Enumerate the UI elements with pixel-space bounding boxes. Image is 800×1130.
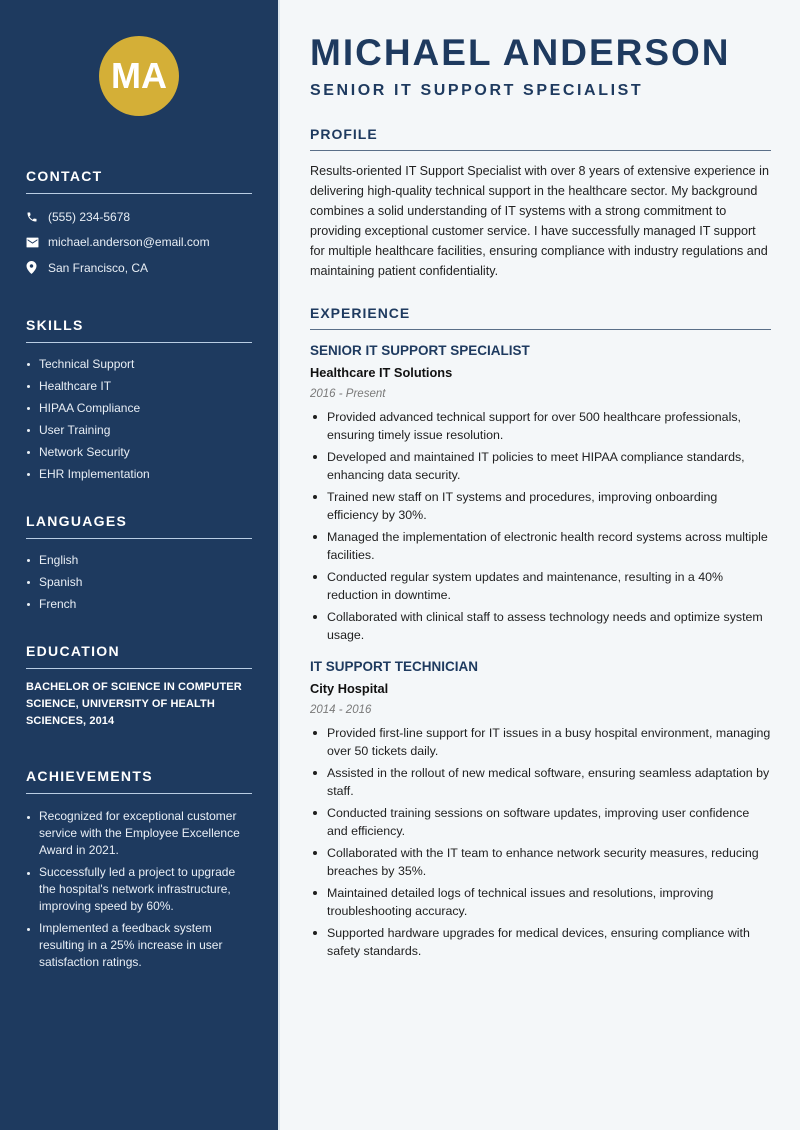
education-entry: BACHELOR OF SCIENCE IN COMPUTER SCIENCE, UNIVERSITY OF HEALTH SCIENCES, 2014 <box>26 680 242 727</box>
job-bullets <box>310 408 771 644</box>
skill-item: Healthcare IT <box>26 375 252 397</box>
email-text[interactable]: michael.anderson@email.com <box>48 235 210 250</box>
language-item: French <box>26 593 252 615</box>
skill-item: HIPAA Compliance <box>26 397 252 419</box>
job-entry <box>310 656 771 960</box>
avatar: MA <box>99 36 179 116</box>
job-company: Healthcare IT Solutions <box>310 365 453 380</box>
profile-section <box>310 126 771 281</box>
languages-section <box>26 513 252 615</box>
achievement-item: Successfully led a project to upgrade the hospital's network infrastructure, improving speed by 60%. <box>26 864 252 915</box>
job-bullet: Supported hardware upgrades for medical devices, ensuring compliance with safety standards. <box>310 924 771 960</box>
skill-item: Network Security <box>26 441 252 463</box>
languages-list <box>26 549 252 615</box>
sidebar <box>0 0 280 1130</box>
candidate-headline: SENIOR IT SUPPORT SPECIALIST <box>310 82 644 99</box>
job-bullet: Conducted regular system updates and maintenance, resulting in a 40% reduction in downtime. <box>310 568 771 604</box>
languages-title: LANGUAGES <box>26 513 252 539</box>
job-dates: 2016 - Present <box>310 388 386 400</box>
location-text: San Francisco, CA <box>48 260 149 275</box>
job-entry <box>310 340 771 644</box>
main-content <box>280 0 800 1130</box>
job-bullet: Conducted training sessions on software updates, improving user confidence and efficiency. <box>310 804 771 840</box>
experience-section <box>310 305 771 960</box>
contact-section <box>26 168 252 281</box>
job-bullet: Trained new staff on IT systems and procedures, improving onboarding efficiency by 30%. <box>310 488 771 524</box>
language-item: English <box>26 549 252 571</box>
job-bullet: Collaborated with clinical staff to assess technology needs and optimize system usage. <box>310 608 771 644</box>
job-dates: 2014 - 2016 <box>310 704 372 716</box>
skills-section <box>26 317 252 485</box>
skill-item: EHR Implementation <box>26 463 252 485</box>
skills-list <box>26 353 252 485</box>
job-bullet: Collaborated with the IT team to enhance network security measures, reducing breaches by 35%. <box>310 844 771 880</box>
profile-title: PROFILE <box>310 126 771 151</box>
skills-title: SKILLS <box>26 317 252 343</box>
achievements-list <box>26 808 252 971</box>
achievements-title: ACHIEVEMENTS <box>26 768 252 794</box>
location-pin-icon <box>26 261 48 274</box>
job-bullet: Developed and maintained IT policies to meet HIPAA compliance standards, enhancing data security. <box>310 448 771 484</box>
phone-text[interactable]: (555) 234-5678 <box>48 209 131 224</box>
job-bullets <box>310 724 771 960</box>
job-bullet: Provided advanced technical support for over 500 healthcare professionals, ensuring timely issue resolution. <box>310 408 771 444</box>
language-item: Spanish <box>26 571 252 593</box>
achievement-item: Implemented a feedback system resulting in a 25% increase in user satisfaction ratings. <box>26 920 252 971</box>
mail-icon <box>26 237 48 248</box>
contact-phone <box>26 204 252 230</box>
experience-title: EXPERIENCE <box>310 305 771 330</box>
phone-icon <box>26 211 48 223</box>
contact-email <box>26 230 252 256</box>
contact-location <box>26 255 252 281</box>
job-company: City Hospital <box>310 681 389 696</box>
education-title: EDUCATION <box>26 643 252 669</box>
education-section <box>26 643 252 730</box>
job-title: SENIOR IT SUPPORT SPECIALIST <box>310 343 530 358</box>
job-bullet: Maintained detailed logs of technical issues and resolutions, improving troubleshooting accuracy. <box>310 884 771 920</box>
job-title: IT SUPPORT TECHNICIAN <box>310 659 479 674</box>
achievements-section <box>26 768 252 971</box>
profile-text: Results-oriented IT Support Specialist with over 8 years of extensive experience in delivering high-quality technical support in the healthcare sector. My background combines a solid understanding of IT systems with a strong commitment to providing exceptional customer service. I have successfully managed IT support for multiple healthcare facilities, ensuring compliance with industry regulations and maintaining patient confidentiality. <box>310 164 769 278</box>
job-bullet: Provided first-line support for IT issues in a busy hospital environment, managing over 50 tickets daily. <box>310 724 771 760</box>
skill-item: Technical Support <box>26 353 252 375</box>
contact-title: CONTACT <box>26 168 252 194</box>
achievement-item: Recognized for exceptional customer service with the Employee Excellence Award in 2021. <box>26 808 252 859</box>
job-bullet: Assisted in the rollout of new medical software, ensuring seamless adaptation by staff. <box>310 764 771 800</box>
candidate-name: MICHAEL ANDERSON <box>310 32 731 73</box>
skill-item: User Training <box>26 419 252 441</box>
job-bullet: Managed the implementation of electronic health record systems across multiple facilities. <box>310 528 771 564</box>
